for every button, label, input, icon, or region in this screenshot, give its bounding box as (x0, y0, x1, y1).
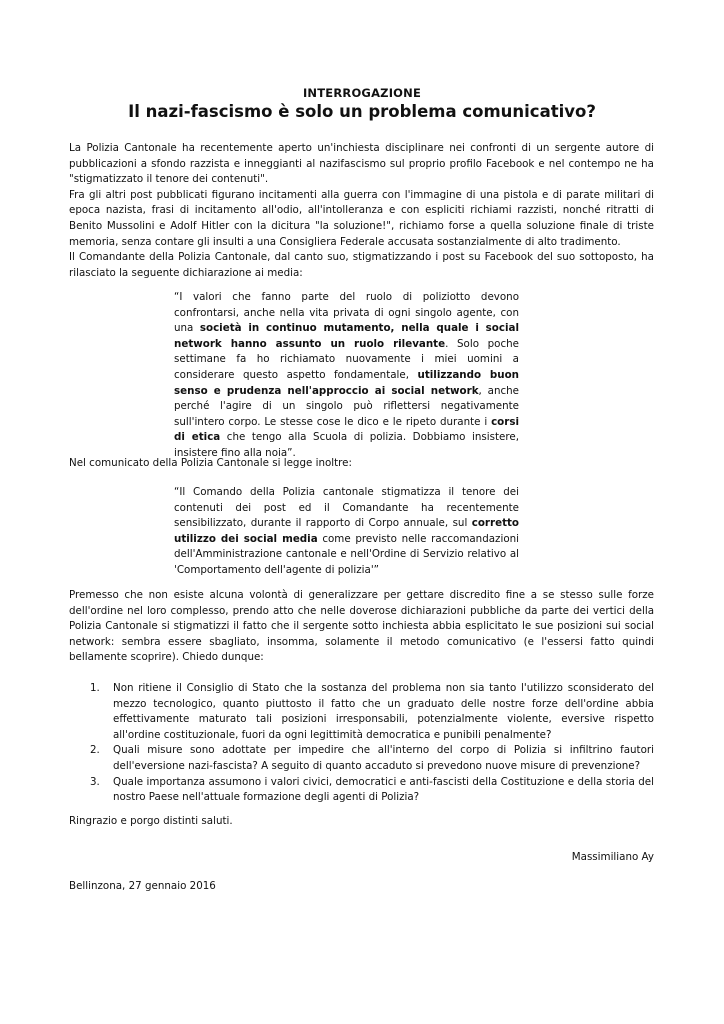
list-item (90, 681, 654, 743)
list-item (90, 775, 654, 806)
quote-segment: . Solo poche settimane fa ho richiamato nuovamente i miei uomini a considerare questo aspetto fondamentale, (174, 337, 519, 381)
question-text: Quale importanza assumono i valori civici, democratici e anti-fascisti della Costituzione e della storia del nostro Paese nell'attuale formazione degli agenti di Polizia? (113, 775, 654, 804)
paragraph-4: Premesso che non esiste alcuna volontà di generalizzare per gettare discredito fine a se stesso sulle forze dell'ordine nel loro complesso, prendo atto che nelle doverose dichiarazioni pubbliche da parte dei vertici della Polizia Cantonale si stigmatizzi il fatto che il sergente sotto inchiesta abbia esplicitato le sue posizioni sui social network: sembra essere sbagliato, insomma, solamente il metodo comunicativo (e l'essersi fatto quindi bellamente scoprire). Chiedo dunque: (69, 589, 654, 664)
quote-emphasis: corsi di etica (174, 415, 519, 444)
quote-segment: “Il Comando della Polizia cantonale stigmatizza il tenore dei contenuti dei post ed il Comandante ha recentemente sensibilizzato, durante il rapporto di Corpo annuale, sul (174, 486, 519, 530)
questions-list (90, 681, 654, 806)
closing-line: Ringrazio e porgo distinti saluti. (69, 815, 233, 827)
quote-segment: che tengo alla Scuola di polizia. Dobbiamo insistere, insistere fino alla noia”. (174, 431, 519, 459)
quote-text (174, 485, 519, 579)
commander-quote (174, 290, 519, 462)
intro-section (69, 141, 654, 281)
paragraph-communique-intro: Nel comunicato della Polizia Cantonale si legge inoltre: (69, 457, 352, 469)
list-number: 3. (90, 775, 100, 788)
quote-segment: come previsto nelle raccomandazioni dell'Amministrazione cantonale e nell'Ordine di Servizio relativo al 'Comportamento dell'agente di polizia'” (174, 532, 520, 576)
question-text: Quali misure sono adottate per impedire che all'interno del corpo di Polizia si infiltrino fautori dell'eversione nazi-fascista? A seguito di quanto accaduto si prevedono nuove misure di prevenzione? (113, 744, 654, 772)
quote-segment: “I valori che fanno parte del ruolo di poliziotto devono confrontarsi, anche nella vita privata di ogni singolo agente, con una (174, 291, 519, 335)
list-number: 2. (90, 744, 100, 757)
communique-quote (174, 485, 519, 579)
paragraph-2: Fra gli altri post pubblicati figurano incitamenti alla guerra con l'immagine di una pistola e di parate militari di epoca nazista, frasi di incitamento all'odio, all'intolleranza e con espliciti richiami razzisti, nonché ritratti di Benito Mussolini e Adolf Hitler con la dicitura "la soluzione!", richiamo forse a quella soluzione finale di triste memoria, senza contare gli insulti a una Consigliera Federale accusata sostanzialmente di alto tradimento. (69, 188, 654, 248)
document-title: Il nazi-fascismo è solo un problema comunicativo? (128, 102, 596, 121)
quote-text (174, 290, 519, 462)
premise-section (69, 588, 654, 666)
quote-emphasis: corretto utilizzo dei social media (174, 517, 519, 545)
signature: Massimiliano Ay (571, 851, 654, 863)
list-number: 1. (90, 682, 100, 694)
quote-emphasis: utilizzando buon senso e prudenza nell'approccio ai social network (174, 368, 519, 397)
paragraph-1: La Polizia Cantonale ha recentemente aperto un'inchiesta disciplinare nei confronti di un sergente autore di pubblicazioni a sfondo razzista e inneggianti al nazifascismo sul proprio profilo Facebook e nel contempo ne ha "stigmatizzato il tenore dei contenuti". (69, 142, 654, 186)
quote-segment: , anche perché l'agire di un singolo può riflettersi negativamente sull'intero corpo. Le stesse cose le dico e le ripeto durante i (174, 384, 519, 428)
place-date: Bellinzona, 27 gennaio 2016 (69, 880, 216, 892)
document-kicker: INTERROGAZIONE (302, 86, 422, 100)
paragraph-3: Il Comandante della Polizia Cantonale, dal canto suo, stigmatizzando i post su Facebook del suo sottoposto, ha rilasciato la seguente dichiarazione ai media: (69, 251, 654, 279)
question-text: Non ritiene il Consiglio di Stato che la sostanza del problema non sia tanto l'utilizzo sconsiderato del mezzo tecnologico, quanto piuttosto il fatto che un graduato delle nostre forze dell'ordine abbia effettivamente maturato tali posizioni irresponsabili, potenzialmente violente, eversive rispetto all'ordine costituzionale, fuori da ogni legittimità democratica e punibili penalmente? (113, 682, 654, 741)
quote-emphasis: società in continuo mutamento, nella quale i social network hanno assunto un ruolo rilevante (174, 322, 519, 350)
list-item (90, 743, 654, 774)
